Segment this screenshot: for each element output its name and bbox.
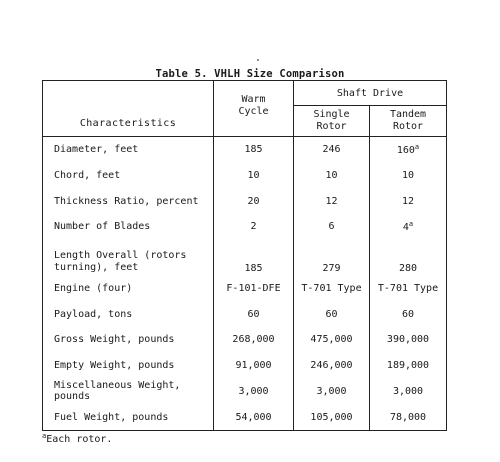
cell-characteristic: Length Overall (rotors turning), feet <box>43 240 214 276</box>
cell-single-value: 12 <box>325 195 338 207</box>
header-characteristics: Characteristics <box>43 81 214 137</box>
cell-tandem <box>370 327 447 353</box>
table-row <box>43 137 447 163</box>
cell-tandem <box>370 301 447 327</box>
cell-warm-value: 185 <box>244 144 263 156</box>
cell-tandem <box>370 214 447 240</box>
cell-single-value: 246,000 <box>310 360 353 372</box>
cell-warm-value: 10 <box>247 170 260 182</box>
table-row <box>43 404 447 430</box>
cell-single-value: 105,000 <box>310 411 353 423</box>
cell-tandem-value: 3,000 <box>392 385 424 397</box>
cell-single-value: 475,000 <box>310 334 353 346</box>
cell-warm <box>214 379 294 405</box>
header-tandem-rotor-text: Tandem Rotor <box>389 109 427 132</box>
cell-warm-value: 2 <box>250 221 257 233</box>
header-shaft-drive: Shaft Drive <box>294 81 447 106</box>
header-warm-cycle-text: Warm Cycle <box>238 94 269 117</box>
cell-characteristic: Empty Weight, pounds <box>43 353 214 379</box>
footnote-text: Each rotor. <box>46 434 113 445</box>
cell-warm <box>214 276 294 302</box>
cell-characteristic: Diameter, feet <box>43 137 214 163</box>
cell-warm <box>214 214 294 240</box>
cell-single <box>294 379 370 405</box>
table-row <box>43 276 447 302</box>
cell-tandem <box>370 188 447 214</box>
cell-tandem <box>370 240 447 276</box>
cell-single <box>294 163 370 189</box>
cell-tandem-value: 10 <box>401 170 415 182</box>
cell-warm-value: 54,000 <box>235 411 272 423</box>
table-title: Table 5. VHLH Size Comparison <box>155 68 345 80</box>
cell-single <box>294 404 370 430</box>
cell-characteristic: Gross Weight, pounds <box>43 327 214 353</box>
cell-warm <box>214 353 294 379</box>
cell-single-value: 3,000 <box>316 385 347 397</box>
cell-single <box>294 353 370 379</box>
cell-single <box>294 240 370 276</box>
cell-single-value: 279 <box>322 262 341 274</box>
cell-single <box>294 137 370 163</box>
cell-single <box>294 301 370 327</box>
cell-tandem-value: 390,000 <box>386 334 430 346</box>
scan-speck <box>257 59 259 61</box>
header-single-rotor <box>294 106 370 137</box>
cell-single <box>294 214 370 240</box>
cell-single-value: T-701 Type <box>301 283 362 295</box>
cell-warm <box>214 404 294 430</box>
table-row <box>43 327 447 353</box>
cell-tandem <box>370 276 447 302</box>
cell-single <box>294 327 370 353</box>
cell-warm-value: 3,000 <box>238 385 269 397</box>
cell-tandem-value: 12 <box>401 195 415 207</box>
table-row <box>43 163 447 189</box>
cell-tandem <box>370 404 447 430</box>
cell-warm-value: 268,000 <box>232 334 275 346</box>
header-single-rotor-text: Single Rotor <box>313 109 350 132</box>
cell-warm-value: 91,000 <box>235 360 272 372</box>
cell-tandem <box>370 163 447 189</box>
cell-characteristic: Chord, feet <box>43 163 214 189</box>
table-row <box>43 240 447 276</box>
cell-tandem <box>370 353 447 379</box>
cell-tandem-value: 160 <box>396 145 415 157</box>
cell-single-value: 246 <box>322 144 341 156</box>
cell-tandem-value: 78,000 <box>389 411 427 423</box>
header-tandem-rotor <box>370 106 447 137</box>
cell-warm-value: F-101-DFE <box>226 283 281 295</box>
cell-warm <box>214 327 294 353</box>
cell-tandem <box>370 379 447 405</box>
cell-tandem-value: 60 <box>401 308 415 320</box>
cell-warm <box>214 137 294 163</box>
cell-characteristic: Miscellaneous Weight, pounds <box>43 379 214 405</box>
cell-warm-value: 60 <box>247 308 260 320</box>
cell-tandem-value: 189,000 <box>386 360 430 372</box>
cell-tandem-value: 4 <box>402 222 409 234</box>
cell-warm <box>214 188 294 214</box>
table-row <box>43 353 447 379</box>
table-row <box>43 188 447 214</box>
cell-tandem-value: 280 <box>398 262 418 274</box>
cell-characteristic: Fuel Weight, pounds <box>43 404 214 430</box>
cell-tandem-footnote-marker: a <box>414 143 420 152</box>
cell-single-value: 10 <box>325 170 338 182</box>
table-body <box>43 137 447 431</box>
table-row <box>43 214 447 240</box>
footnote-marker: a <box>42 432 47 440</box>
header-warm-cycle <box>214 81 294 137</box>
footnote <box>42 432 112 445</box>
cell-single-value: 60 <box>325 308 338 320</box>
cell-tandem <box>370 137 447 163</box>
cell-warm <box>214 163 294 189</box>
cell-single-value: 6 <box>328 221 335 233</box>
table-row <box>43 379 447 405</box>
cell-warm <box>214 301 294 327</box>
table-row <box>43 301 447 327</box>
cell-single <box>294 276 370 302</box>
cell-characteristic: Engine (four) <box>43 276 214 302</box>
cell-single <box>294 188 370 214</box>
cell-warm-value: 185 <box>244 262 263 274</box>
cell-characteristic: Payload, tons <box>43 301 214 327</box>
comparison-table <box>42 80 447 431</box>
cell-warm-value: 20 <box>247 195 260 207</box>
cell-tandem-value: T-701 Type <box>377 283 439 295</box>
cell-tandem-footnote-marker: a <box>408 220 414 229</box>
cell-warm <box>214 240 294 276</box>
cell-characteristic: Thickness Ratio, percent <box>43 188 214 214</box>
cell-characteristic: Number of Blades <box>43 214 214 240</box>
